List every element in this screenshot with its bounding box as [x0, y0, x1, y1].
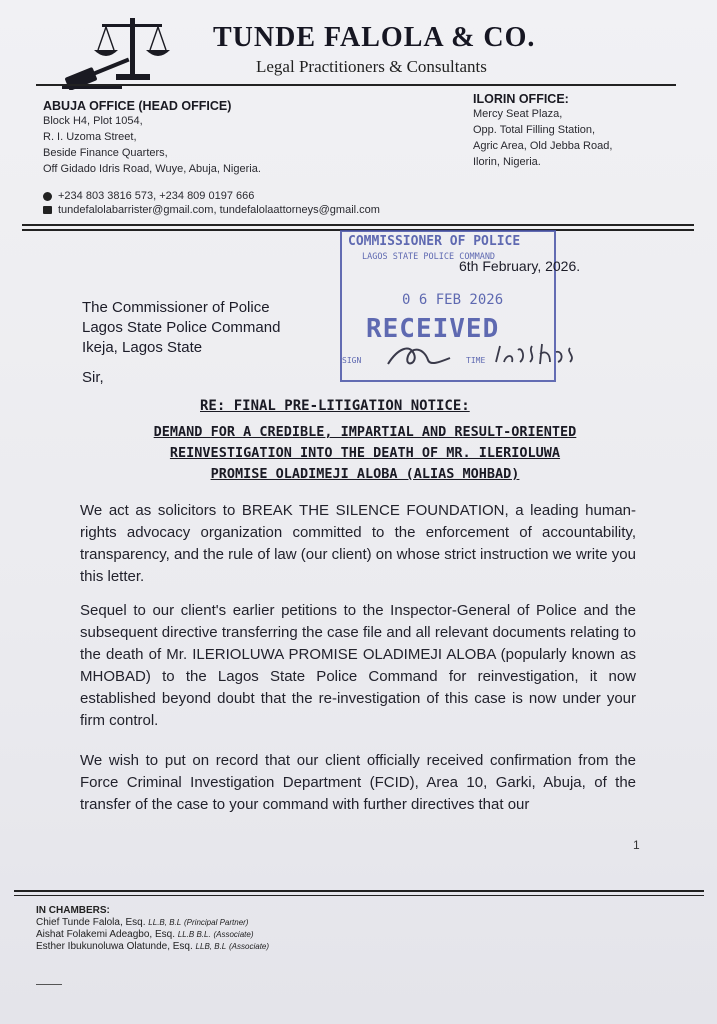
- ilorin-office-line: Mercy Seat Plaza,: [473, 108, 563, 120]
- email-addresses: tundefalolabarrister@gmail.com, tundefalolaattorneys@gmail.com: [58, 204, 380, 216]
- chambers-heading: IN CHAMBERS:: [36, 905, 110, 916]
- abuja-office-line: Block H4, Plot 1054,: [43, 115, 143, 127]
- footer-divider-bottom: [14, 895, 704, 896]
- subject-line: REINVESTIGATION INTO THE DEATH OF MR. ILERIOLUWA: [169, 445, 561, 461]
- recipient-line: The Commissioner of Police: [82, 299, 270, 316]
- recipient-line: Ikeja, Lagos State: [82, 339, 203, 356]
- member-role: (Associate): [229, 942, 270, 951]
- abuja-office-line: Beside Finance Quarters,: [43, 147, 168, 159]
- letter-subject: [70, 422, 660, 485]
- member-name: Aishat Folakemi Adeagbo, Esq.: [36, 929, 175, 940]
- body-paragraph: We act as solicitors to BREAK THE SILENCE FOUNDATION, a leading human-rights advocacy organization committed to the enforcement of accountability, transparency, and the rule of law (our client) on whose strict instruction we write you this letter.: [80, 502, 636, 585]
- body-paragraph: We wish to put on record that our client officially received confirmation from the Force Criminal Investigation Department (FCID), Area 10, Garki, Abuja, of the transfer of the case to your command with further directives that our: [80, 752, 636, 813]
- phone-contact: [43, 190, 254, 202]
- letter-date: 6th February, 2026.: [459, 258, 581, 274]
- footer-short-rule: [36, 984, 62, 985]
- ilorin-office-line: Agric Area, Old Jebba Road,: [473, 140, 613, 152]
- firm-name: TUNDE FALOLA & CO.: [213, 22, 536, 53]
- member-role: (Principal Partner): [184, 918, 249, 927]
- phone-numbers: +234 803 3816 573, +234 809 0197 666: [58, 190, 255, 202]
- body-paragraph: Sequel to our client's earlier petitions to the Inspector-General of Police and the subsequent directive transferring the case file and all relevant documents relating to the death of Mr. ILERIOLUWA PROMISE OLADIMEJI ALOBA (popularly known as MHOBAD) to the Lagos State Police Command for reinvestigation, it now established beyond doubt that the re-investigation of this case is now under your firm control.: [80, 602, 636, 729]
- handwritten-signature: [384, 338, 454, 372]
- recipient-line: Lagos State Police Command: [82, 319, 281, 336]
- member-role: (Associate): [213, 930, 254, 939]
- phone-icon: [43, 192, 52, 201]
- handwritten-time: [492, 338, 588, 368]
- stamp-date: 0 6 FEB 2026: [402, 292, 504, 308]
- ilorin-office-heading: ILORIN OFFICE:: [473, 92, 569, 106]
- member-quals: LL.B B.L.: [177, 930, 211, 939]
- member-name: Esther Ibukunoluwa Olatunde, Esq.: [36, 941, 193, 952]
- contact-divider-top: [22, 224, 694, 226]
- member-quals: LL.B, B.L: [148, 918, 182, 927]
- abuja-office-heading: ABUJA OFFICE (HEAD OFFICE): [43, 99, 232, 113]
- stamp-sign-label: SIGN: [342, 356, 362, 365]
- member-name: Chief Tunde Falola, Esq.: [36, 917, 146, 928]
- email-icon: [43, 206, 52, 214]
- abuja-office-line: R. I. Uzoma Street,: [43, 131, 137, 143]
- subject-line: PROMISE OLADIMEJI ALOBA (ALIAS MOHBAD): [210, 466, 520, 482]
- chambers-list: [36, 905, 269, 953]
- abuja-office-block: [43, 99, 261, 177]
- member-quals: LLB, B.L: [195, 942, 227, 951]
- email-contact: [43, 204, 380, 216]
- re-line: RE: FINAL PRE-LITIGATION NOTICE:: [200, 398, 470, 414]
- subject-line: DEMAND FOR A CREDIBLE, IMPARTIAL AND RESULT-ORIENTED: [153, 424, 577, 440]
- salutation: Sir,: [82, 369, 104, 386]
- chambers-member: [36, 941, 269, 953]
- header-divider: [36, 84, 676, 86]
- ilorin-office-block: [473, 92, 612, 170]
- ilorin-office-line: Opp. Total Filling Station,: [473, 124, 596, 136]
- firm-tagline: Legal Practitioners & Consultants: [256, 57, 487, 76]
- chambers-member: [36, 929, 269, 941]
- stamp-time-label: TIME: [466, 356, 486, 365]
- stamp-authority: COMMISSIONER OF POLICE: [348, 234, 521, 249]
- stamp-command: LAGOS STATE POLICE COMMAND: [362, 252, 496, 262]
- stamp-status: RECEIVED: [366, 314, 500, 344]
- scales-of-justice-logo: [62, 14, 202, 90]
- page-number: 1: [633, 838, 640, 852]
- ilorin-office-line: Ilorin, Nigeria.: [473, 156, 541, 168]
- footer-divider-top: [14, 890, 704, 892]
- recipient-address: [82, 298, 280, 358]
- abuja-office-line: Off Gidado Idris Road, Wuye, Abuja, Nigeria.: [43, 163, 261, 175]
- chambers-member: [36, 917, 269, 929]
